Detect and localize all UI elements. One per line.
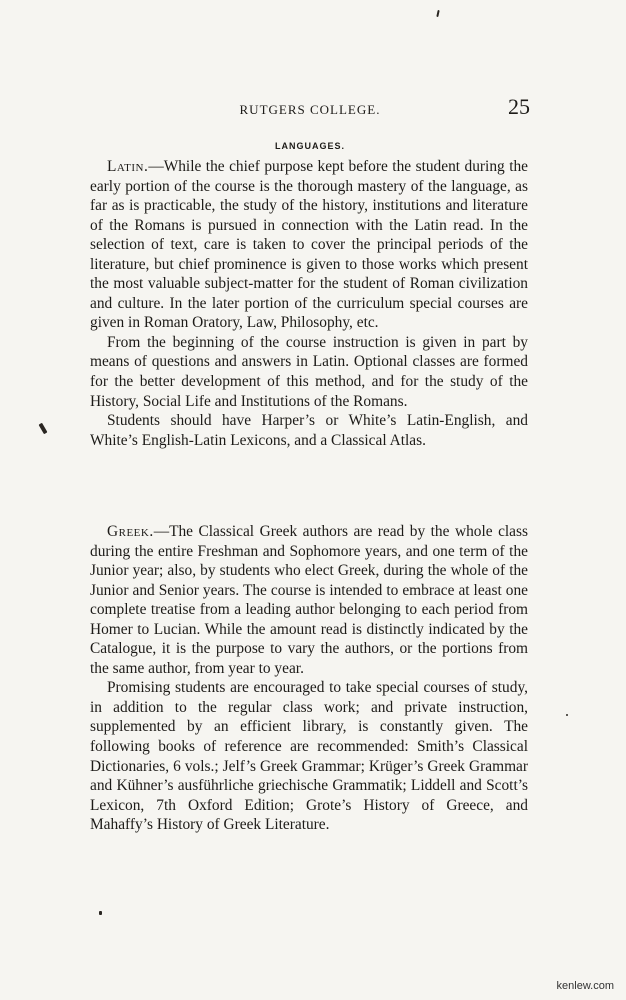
running-title: RUTGERS COLLEGE. bbox=[239, 102, 381, 117]
watermark: kenlew.com bbox=[556, 980, 614, 992]
latin-paragraph bbox=[90, 157, 528, 333]
greek-paragraph bbox=[90, 522, 528, 678]
latin-paragraph: Students should have Harper’s or White’s Latin-English, and White’s English-Latin Lexicons, and a Classical Atlas. bbox=[90, 412, 528, 449]
greek-paragraph-text: —The Classical Greek authors are read by the whole class during the entire Freshman and Sophomore years, and one term of the Junior year; also, by students who elect Greek, during the whole of the Junior and Senior years. The course is intended to embrace at least one complete treatise from a leading author belonging to each period from Homer to Lucian. While the amount read is distinctly indicated by the Catalogue, it is the purpose to vary the authors, or the portions from the same author, from year to year. bbox=[90, 523, 528, 677]
greek-lead: Greek. bbox=[107, 523, 154, 540]
ink-speck bbox=[99, 911, 102, 915]
ink-speck bbox=[39, 423, 48, 435]
latin-section bbox=[90, 157, 528, 450]
ink-speck bbox=[436, 10, 439, 17]
greek-paragraph: Promising students are encouraged to take special courses of study, in addition to the regular class work; and private instruction, supplemented by an efficient library, is constantly given. The following books of reference are recommended: Smith’s Classical Dictionaries, 6 vols.; Jelf’s Greek Grammar; Krüger’s Greek Grammar and Kühner’s ausführliche griechische Grammatik; Liddell and Scott’s Lexicon, 7th Oxford Edition; Grote’s History of Greece, and Mahaffy’s History of Greek Literature. bbox=[90, 679, 528, 834]
section-heading: LANGUAGES. bbox=[274, 141, 345, 151]
latin-paragraph: From the beginning of the course instruction is given in part by means of questions and answers in Latin. Optional classes are formed for the better development of this method, and for the study of the History, Social Life and Institutions of the Romans. bbox=[90, 333, 528, 410]
ink-speck bbox=[566, 714, 568, 716]
latin-paragraph-text: —While the chief purpose kept before the student during the early portion of the course is the thorough mastery of the language, as far as is practicable, the study of the history, institutions and literature of the Romans is pursued in connection with the Latin read. In the selection of text, care is taken to cover the principal periods of the literature, but chief prominence is given to those works which present the most valuable subject-matter for the student of Roman civilization and culture. In the later portion of the curriculum special courses are given in Roman Oratory, Law, Philosophy, etc. bbox=[90, 158, 528, 332]
greek-section bbox=[90, 522, 528, 835]
page-number: 25 bbox=[508, 94, 530, 119]
running-header bbox=[90, 96, 530, 124]
latin-lead: Latin. bbox=[107, 158, 149, 175]
